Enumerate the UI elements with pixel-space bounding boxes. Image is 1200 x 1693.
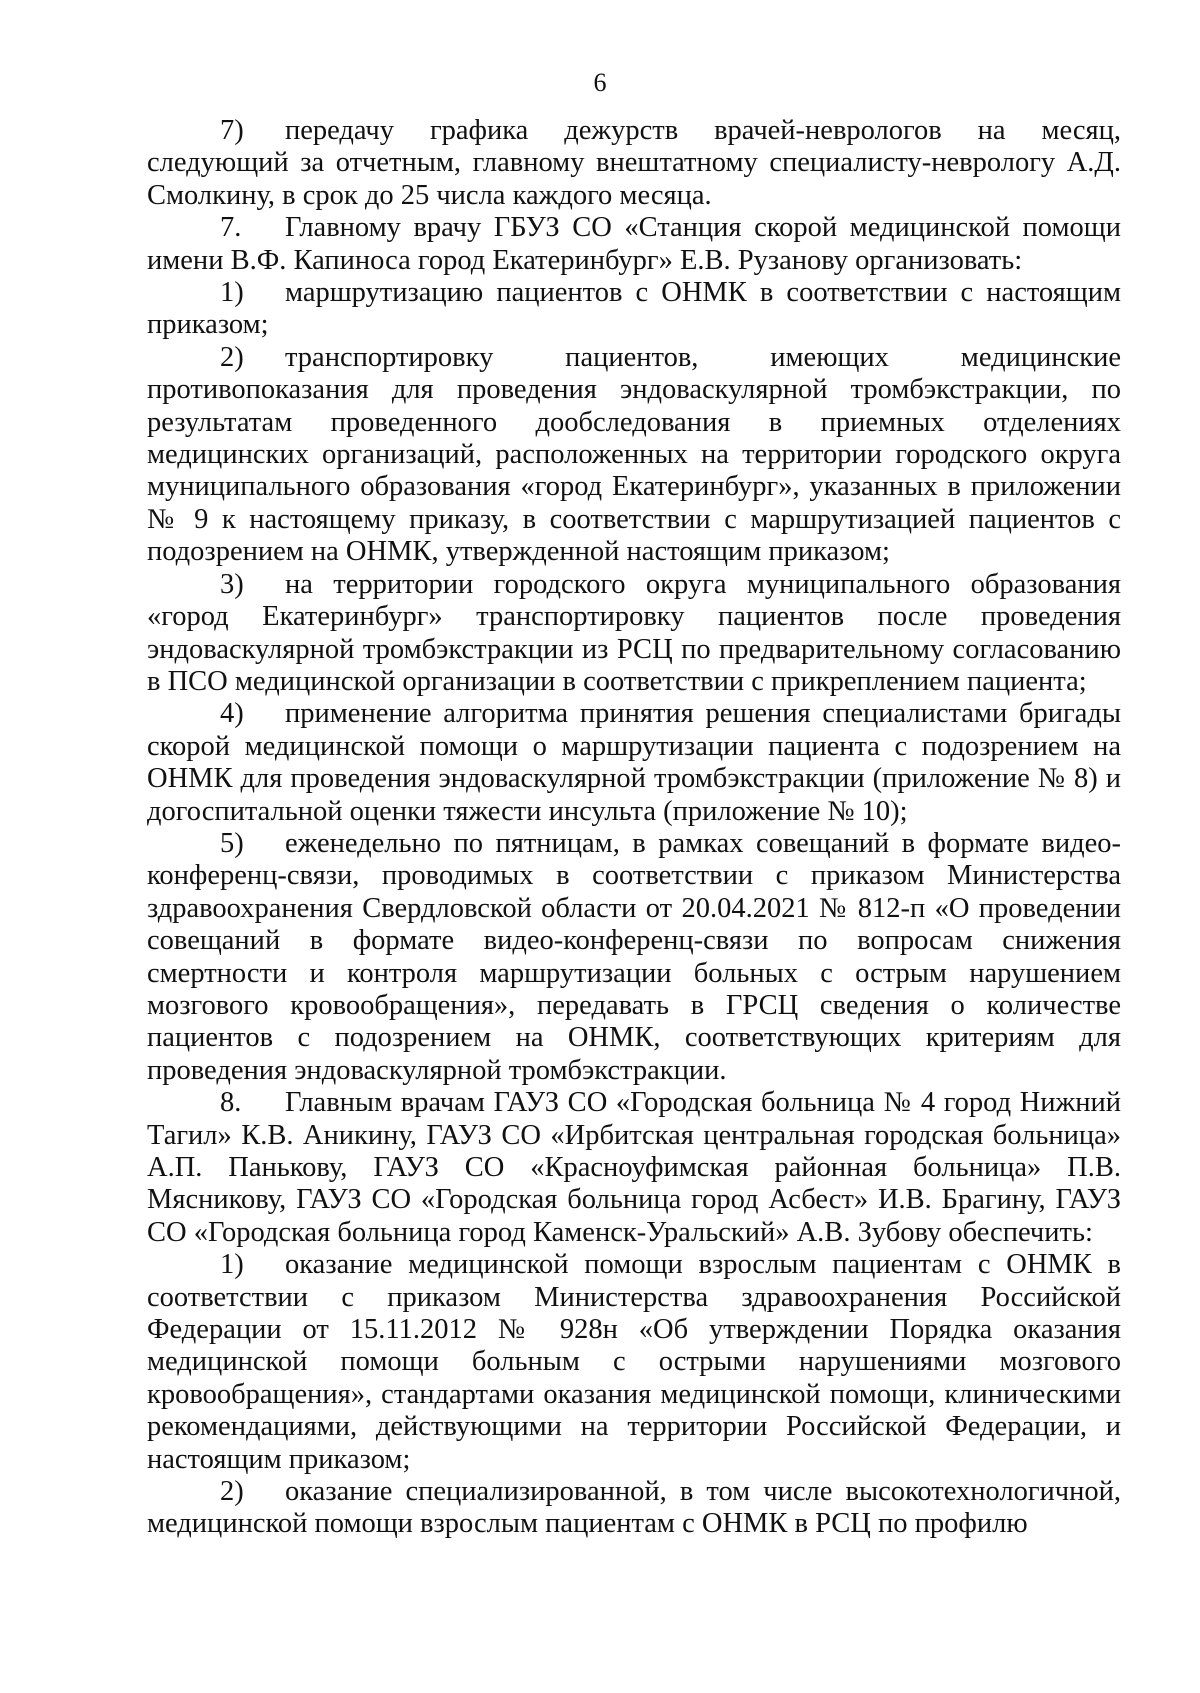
paragraph-text: Главным врачам ГАУЗ СО «Городская больница № 4 город Нижний Тагил» К.В. Аникину, ГАУЗ СО «Ирбитская центральная городская больница» А.П. Панькову, ГАУЗ СО «Красноуфимская районная больница» П.В. Мясникову, ГАУЗ СО «Городская больница город Асбест» И.В. Брагину, ГАУЗ СО «Городская больница город Каменск-Уральский» А.В. Зубову обеспечить:	[147, 1087, 1121, 1248]
paragraph-7-1	[147, 277, 1121, 342]
item-number: 5)	[220, 827, 244, 859]
paragraph-7-5	[147, 828, 1121, 1087]
item-number: 7)	[220, 115, 244, 146]
page-number: 6	[593, 68, 607, 97]
item-number: 7.	[220, 212, 242, 244]
document-body	[147, 115, 1121, 1541]
paragraph-text: транспортировку пациентов, имеющих медицинские противопоказания для проведения эндоваскулярной тромбэкстракции, по результатам проведенного дообследования в приемных отделениях медицинских организаций, расположенных на территории городского округа муниципального образования «город Екатеринбург», указанных в приложении № 9 к настоящему приказу, в соответствии с маршрутизацией пациентов с подозрением на ОНМК, утвержденной настоящим приказом;	[147, 341, 1121, 568]
paragraph-8-2	[147, 1476, 1121, 1541]
paragraph-text: оказание медицинской помощи взрослым пациентам с ОНМК в соответствии с приказом Министерства здравоохранения Российской Федерации от 15.11.2012 № 928н «Об утверждении Порядка оказания медицинской помощи больным с острыми нарушениями мозгового кровообращения», стандартами оказания медицинской помощи, клиническими рекомендациями, действующими на территории Российской Федерации, и настоящим приказом;	[147, 1249, 1121, 1475]
item-number: 4)	[220, 698, 244, 730]
paragraph-6-7	[147, 115, 1121, 212]
item-number: 1)	[220, 1249, 244, 1281]
paragraph-7-2	[147, 342, 1121, 569]
paragraph-7	[147, 212, 1121, 277]
item-number: 1)	[220, 277, 244, 309]
item-number: 3)	[220, 568, 244, 600]
paragraph-text: на территории городского округа муниципального образования «город Екатеринбург» транспортировку пациентов после проведения эндоваскулярной тромбэкстракции из РСЦ по предварительному согласованию в ПСО медицинской организации в соответствии с прикреплением пациента;	[147, 568, 1121, 697]
item-number: 2)	[220, 1476, 244, 1508]
paragraph-text: Главному врачу ГБУЗ СО «Станция скорой медицинской помощи имени В.Ф. Капиноса город Екатеринбург» Е.В. Рузанову организовать:	[147, 212, 1121, 276]
item-number: 2)	[220, 341, 244, 373]
paragraph-text: еженедельно по пятницам, в рамках совещаний в формате видео-конференц-связи, проводимых в соответствии с приказом Министерства здравоохранения Свердловской области от 20.04.2021 № 812-п «О проведении совещаний в формате видео-конференц-связи по вопросам снижения смертности и контроля маршрутизации больных с острым нарушением мозгового кровообращения», передавать в ГРСЦ сведения о количестве пациентов с подозрением на ОНМК, соответствующих критериям для проведения эндоваскулярной тромбэкстракции.	[147, 827, 1121, 1086]
paragraph-8-1	[147, 1249, 1121, 1476]
item-number: 8.	[220, 1087, 242, 1119]
paragraph-text: оказание специализированной, в том числе высокотехнологичной, медицинской помощи взрослым пациентам с ОНМК в РСЦ по профилю	[147, 1476, 1121, 1540]
paragraph-8	[147, 1087, 1121, 1249]
paragraph-text: применение алгоритма принятия решения специалистами бригады скорой медицинской помощи о маршрутизации пациента с подозрением на ОНМК для проведения эндоваскулярной тромбэкстракции (приложение № 8) и догоспитальной оценки тяжести инсульта (приложение № 10);	[147, 698, 1121, 827]
paragraph-text: передачу графика дежурств врачей-неврологов на месяц, следующий за отчетным, главному внештатному специалисту-неврологу А.Д. Смолкину, в срок до 25 числа каждого месяца.	[147, 115, 1121, 211]
paragraph-7-3	[147, 569, 1121, 699]
paragraph-text: маршрутизацию пациентов с ОНМК в соответствии с настоящим приказом;	[147, 277, 1121, 341]
paragraph-7-4	[147, 698, 1121, 828]
